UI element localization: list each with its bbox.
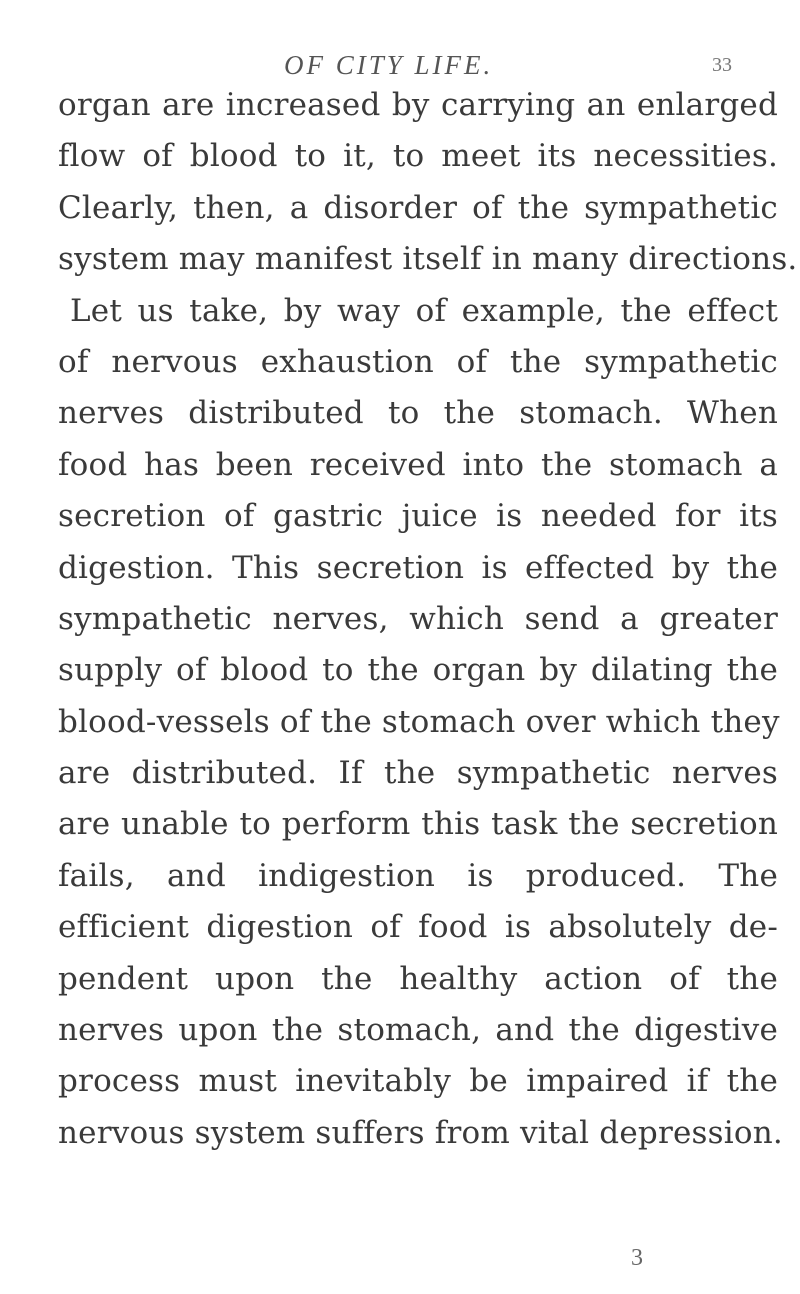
text-line: process must inevitably be impaired if the xyxy=(58,1063,778,1100)
text-line: of nervous exhaustion of the sympathetic xyxy=(58,343,778,380)
body-text xyxy=(58,80,798,1159)
running-title: OF CITY LIFE. xyxy=(284,50,494,80)
text-line: Clearly, then, a disorder of the sympathetic xyxy=(58,189,778,226)
text-line: system may manifest itself in many directions. xyxy=(58,241,798,278)
text-line: Let us take, by way of example, the effect xyxy=(70,292,778,329)
text-line: nerves upon the stomach, and the digestive xyxy=(58,1012,778,1049)
text-line: digestion. This secretion is effected by the xyxy=(58,549,778,586)
text-line: are distributed. If the sympathetic nerves xyxy=(58,755,778,792)
text-line: supply of blood to the organ by dilating the xyxy=(58,652,778,689)
text-line: sympathetic nerves, which send a greater xyxy=(58,600,778,637)
text-line: pendent upon the healthy action of the xyxy=(58,960,778,997)
page-number: 33 xyxy=(712,54,732,76)
text-line: flow of blood to it, to meet its necessities. xyxy=(58,138,778,175)
text-line: are unable to perform this task the secretion xyxy=(58,806,778,843)
text-line: blood-vessels of the stomach over which they xyxy=(58,703,780,740)
text-line: efficient digestion of food is absolutely de- xyxy=(58,909,778,946)
text-line: food has been received into the stomach a xyxy=(58,446,778,483)
signature-mark: 3 xyxy=(631,1245,643,1271)
text-line: nerves distributed to the stomach. When xyxy=(58,395,778,432)
text-line: organ are increased by carrying an enlarged xyxy=(58,87,778,123)
text-line: secretion of gastric juice is needed for its xyxy=(58,498,778,535)
text-line: nervous system suffers from vital depression. xyxy=(58,1114,783,1151)
text-line: fails, and indigestion is produced. The xyxy=(58,857,778,894)
